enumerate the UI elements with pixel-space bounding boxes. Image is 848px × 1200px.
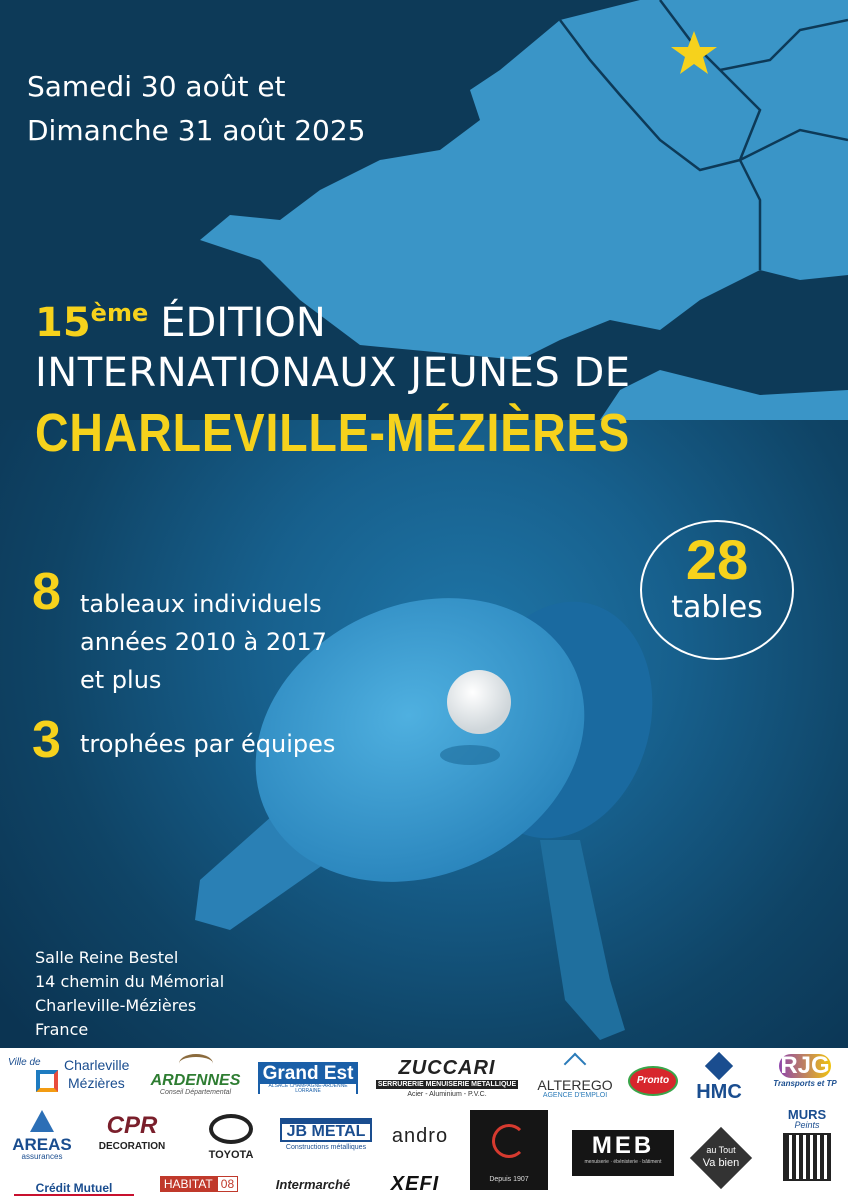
cpr-logo: [90, 1114, 174, 1162]
xefi-logo: [378, 1174, 452, 1196]
intermarche-logo: [266, 1178, 360, 1196]
habitat-text: HABITAT: [160, 1176, 217, 1192]
zuccari-sub1: SERRURERIE MENUISERIE METALLIQUE: [377, 1081, 517, 1088]
jbmetal-text: JB METAL: [280, 1118, 372, 1142]
venue-line-4: France: [35, 1020, 89, 1039]
edition-suffix: ème: [90, 299, 149, 327]
cpr-text: CPR: [106, 1112, 158, 1139]
back-paddle-handle: [540, 840, 625, 1040]
creditmutuel-logo: [14, 1182, 134, 1198]
venue-line-2: 14 chemin du Mémorial: [35, 972, 225, 991]
areas-sub: assurances: [21, 1152, 63, 1161]
ball-icon: [447, 670, 511, 734]
charleville-icon: [36, 1070, 58, 1092]
pronto-logo: [628, 1066, 678, 1096]
city-title: CHARLEVILLE-MÉZIÈRES: [35, 403, 631, 463]
areas-text: AREAS: [12, 1135, 72, 1154]
habitat-logo: [158, 1176, 240, 1196]
alterego-sub: AGENCE D'EMPLOI: [542, 1092, 608, 1099]
individual-line-2: années 2010 à 2017: [80, 628, 327, 656]
rjg-sub: Transports et TP: [773, 1079, 837, 1088]
ball-shadow: [440, 745, 500, 765]
pronto-text: Pronto: [628, 1066, 678, 1096]
c-depuis: Depuis 1907: [489, 1176, 529, 1183]
hmc-logo: [684, 1056, 754, 1106]
creditmutuel-text: Crédit Mutuel: [14, 1182, 134, 1196]
murs-text: MURS: [787, 1107, 827, 1122]
habitat-num: 08: [217, 1176, 238, 1192]
intermarche-text: Intermarché: [275, 1177, 351, 1192]
meb-text: MEB: [591, 1132, 655, 1159]
alterego-text: ALTEREGO: [537, 1077, 613, 1093]
toutvabien-text-1: au Tout: [706, 1145, 736, 1155]
alterego-logo: [532, 1056, 618, 1102]
areas-logo: [10, 1110, 74, 1168]
alterego-icon: [564, 1053, 587, 1076]
meb-logo: [572, 1130, 674, 1176]
hmc-icon: [705, 1052, 733, 1080]
zuccari-text: ZUCCARI: [398, 1057, 496, 1079]
grandest-sub: ALSACE CHAMPAGNE-ARDENNE LORRAINE: [260, 1084, 356, 1094]
individual-line-3: et plus: [80, 666, 162, 694]
toyota-icon: [209, 1114, 253, 1144]
charleville-logo: [8, 1056, 138, 1098]
qr-code-icon: [783, 1133, 831, 1181]
team-count: 3: [32, 711, 61, 769]
edition-heading: [35, 300, 326, 346]
cpr-sub: DECORATION: [98, 1141, 166, 1152]
tables-label: tables: [671, 590, 763, 625]
ville-de-text: Ville de: [8, 1057, 41, 1068]
grandest-logo: [258, 1062, 358, 1094]
tables-count: 28: [685, 528, 749, 591]
toutvabien-text-2: Va bien: [702, 1157, 740, 1169]
murs-logo: [772, 1108, 842, 1196]
sponsors-strip: [0, 1048, 848, 1200]
mezieres-text: Mézières: [68, 1075, 125, 1091]
individual-count: 8: [32, 563, 61, 621]
venue-line-3: Charleville-Mézières: [35, 996, 197, 1015]
rjg-logo: [770, 1054, 840, 1100]
team-text: trophées par équipes: [80, 730, 336, 758]
jbmetal-logo: [280, 1118, 372, 1156]
tables-badge: [640, 520, 794, 660]
toutvabien-logo: [692, 1130, 750, 1188]
hmc-text: HMC: [696, 1081, 742, 1103]
murs-sub: Peints: [794, 1120, 820, 1130]
c-icon: [492, 1124, 526, 1158]
event-subtitle: INTERNATIONAUX JEUNES DE: [35, 350, 631, 396]
toyota-text: TOYOTA: [208, 1149, 254, 1161]
meb-sub: menuiserie · ébénisterie · bâtiment: [584, 1159, 662, 1165]
toyota-logo: [198, 1114, 264, 1162]
ardennes-sub: Conseil Départemental: [159, 1089, 232, 1096]
ardennes-text: ARDENNES: [150, 1072, 241, 1089]
edition-word: ÉDITION: [160, 300, 326, 346]
grandest-text: Grand Est: [262, 1063, 354, 1084]
ardennes-icon: [179, 1054, 213, 1073]
venue-line-1: Salle Reine Bestel: [35, 948, 179, 967]
andro-text: andro: [391, 1125, 449, 1147]
xefi-text: XEFI: [390, 1173, 440, 1195]
areas-icon: [30, 1110, 54, 1132]
edition-number: 15: [35, 300, 91, 346]
rjg-text: RJG: [780, 1052, 830, 1079]
charleville-text: Charleville: [64, 1057, 130, 1073]
jbmetal-sub: Constructions métalliques: [285, 1144, 367, 1151]
zuccari-sub2: Acier - Aluminium - P.V.C.: [407, 1091, 487, 1098]
individual-line-1: tableaux individuels: [80, 590, 322, 618]
date-line-1: Samedi 30 août et: [27, 70, 286, 103]
date-line-2: Dimanche 31 août 2025: [27, 114, 366, 147]
ardennes-logo: [148, 1054, 243, 1102]
zuccari-logo: [376, 1058, 518, 1102]
c-logo: [470, 1110, 548, 1190]
andro-logo: [382, 1126, 458, 1150]
